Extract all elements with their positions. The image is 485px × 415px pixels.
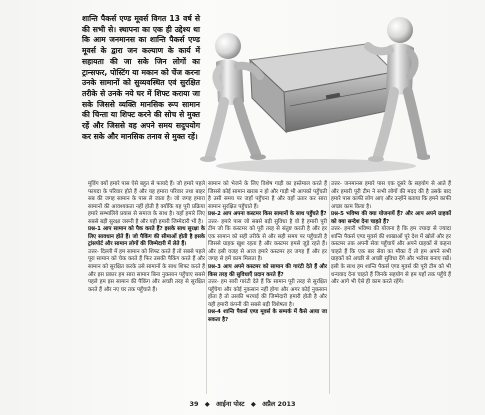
- question: प्रश्न-5 भविष्य की क्या योजनायें हैं? और आप अपने ग्राहकों को क्या सन्देश देना चाहते हैं?: [331, 211, 451, 225]
- article-column-3: [331, 181, 451, 287]
- movers-carrying-box-icon: [198, 6, 430, 178]
- question: प्रश्न-1 आप सामान को पैक करते हैं? इसके साथ सुरक्षा के लिए सावधान होते हैं। जो पैकिंग की सीमाओं होती है इसके ट्रांसपोर्ट और सामान लोगों की जिम्मेदारी में लेते हैं।: [88, 226, 205, 248]
- answer: उत्तर- हम सारी गारंटी देते हैं कि सामान पूरी तरह से सुरक्षित पहुँचेगा और कोई नुकसान नहीं होगा और अगर कोई नुकसान होता है तो उसकी भरपाई की जिम्मेदारी हमारी होती है और यही हमारी कंपनी की सबसे बड़ी विशेषता है।: [208, 279, 327, 308]
- intro-text-block: [82, 14, 200, 142]
- question: प्रश्न-4 शान्ति पैकर्स एण्ड मूवर्स के सम्पर्क में कैसे आया जा सकता है?: [208, 309, 327, 323]
- article-column-1: [88, 181, 205, 294]
- furniture-box: [250, 44, 394, 132]
- article-column-2: [208, 181, 327, 324]
- footer-separator-icon: ◆: [204, 400, 210, 408]
- paragraph: मूविंग क्यों हमारे पास ऐसे बहुत से फायदे हैं। जो हमारे पहले फायदा के परिवार होते हैं और यह हमारा परिवार तथा बाहर सब की जगह सामान के पास ले जाता है। जो जगह हमारा सामानों की आवश्यकता नहीं होती है क्योंकि यह पूरी प्रक्रिया हमारे सम्भालिये प्रयास से समाज के साथ है। यहाँ हमारे लिए सबसे बड़ी सुरक्षा जरूरी है और यही हमारी जिम्मेदारी भी है।: [88, 181, 205, 225]
- magazine-name: आईना पोस्ट: [216, 400, 245, 408]
- column-divider: [329, 181, 330, 394]
- floor-shadow: [216, 159, 416, 173]
- paragraph: सामान को भेजने के लिए विशेष गाड़ी का इस्तेमाल करते हैं जिससे कोई सामान खराब न हो और गाड़ी भी आपको पहुँचती है उसी समय पर जहाँ पहुँचना है और वहाँ उतार कर सारा सामान सुरक्षित पहुँचाते हैं।: [208, 181, 327, 210]
- footer-separator-icon: ◆: [250, 400, 256, 408]
- page-number: 39: [189, 400, 199, 408]
- column-divider: [206, 181, 207, 394]
- intro-paragraph: शान्ति पैकर्स एण्ड मूवर्स विगत 13 वर्ष से की सभी से। स्थापना का एक ही उद्देश्य था कि आम जनमानस का शान्ति पैकर्स एण्ड मूवर्स के द्वारा जन कल्याण के कार्य में सहायता की जा सके जिन लोगों का ट्रान्सफर, पोस्टिंग या मकान को चेंज करना उनके सामानों को सुव्यवस्थित एवं सुरक्षित तरीके से उनके नये घर में शिफ्ट कराया जा सके जिससे व्यक्ति मानसिक रूप सामान की चिन्ता या शिफ्ट करने की सोच से मुक्त रहें और जिससे वह अपने समय सदुपयोग कर सके और मानसिक तनाव से मुक्त रहें।: [82, 14, 200, 141]
- answer: उत्तर- दिल्ली में हम सामान को शिफ्ट करते हैं तो सबसे पहले पूरा सामान को चेक करते हैं फिर उसकी पैकिंग करते हैं और सामान को सुरक्षित करके उसे सामानों के साथ शिफ्ट करते हैं और इस प्रकार हम सारा सामान बिना नुकसान पहुँचाए सबसे पहले हम इस सामान की पैकिंग और अच्छी तरह से सुरक्षित करते हैं और नए घर तक पहुँचाते हैं।: [88, 248, 205, 293]
- page-footer: [0, 399, 485, 408]
- answer: उत्तर- हमारे पास जो सबसे बड़ी सुविधा है वो है हमारी पूरी टीम जो कि कस्टमर को पूरी तरह से संतुष्ट करती है और हर एक सामान को सही तरीके से और सही समय पर पहुँचाती है जिससे ग्राहक खुश रहता है और कस्टमर हमसे जुड़े रहते हैं। और इसी वजह से आज हमारे कस्टमर हर जगह हैं और हर जगह से हमें काम मिलता है।: [208, 218, 327, 263]
- question: प्रश्न-2 आप अपना कस्टमर किस सामानों के साथ पहुँचते हैं?: [208, 211, 327, 218]
- question: प्रश्न-3 आप अपने कस्टमर को सामान की गारंटी देते हैं और किस तरह की सुविधाएँ प्रदान करते हैं?: [208, 264, 327, 278]
- issue-month: अप्रैल 2013: [262, 400, 296, 408]
- answer: उत्तर- जनमानस हमारे पास एक दूसरे के सहयोग से आते हैं और हमारी पूरी टीम ने सभी लोगों की मदद की है उसके बाद हमारे पास काफी लोग आए और उन्होंने बताया कि हमने काफी अच्छा काम किया है।: [331, 181, 451, 210]
- answer: उत्तर- हमारी भविष्य की योजना है कि हम ज्यादा से ज्यादा शान्ति पैकर्स एण्ड मूवर्स की शाखाओं पूरे देश में खोलें और हर कस्टमर तक अपनी सेवा पहुँचायें और अपने ग्राहकों से कहना चाहते हैं कि एक बार सेवा का मौका दें तो हम अपने सभी ग्राहकों को अच्छी से अच्छी सुविधा देंगे और भरोसा बनाए रखें। इसी के साथ हम शान्ति पैकर्स एण्ड मूवर्स की पूरी टीम को भी धन्यवाद देना चाहते हैं जिनके सहयोग से हम यहाँ तक पहुँचे हैं और आगे भी ऐसे ही काम करते रहेंगे।: [331, 226, 451, 286]
